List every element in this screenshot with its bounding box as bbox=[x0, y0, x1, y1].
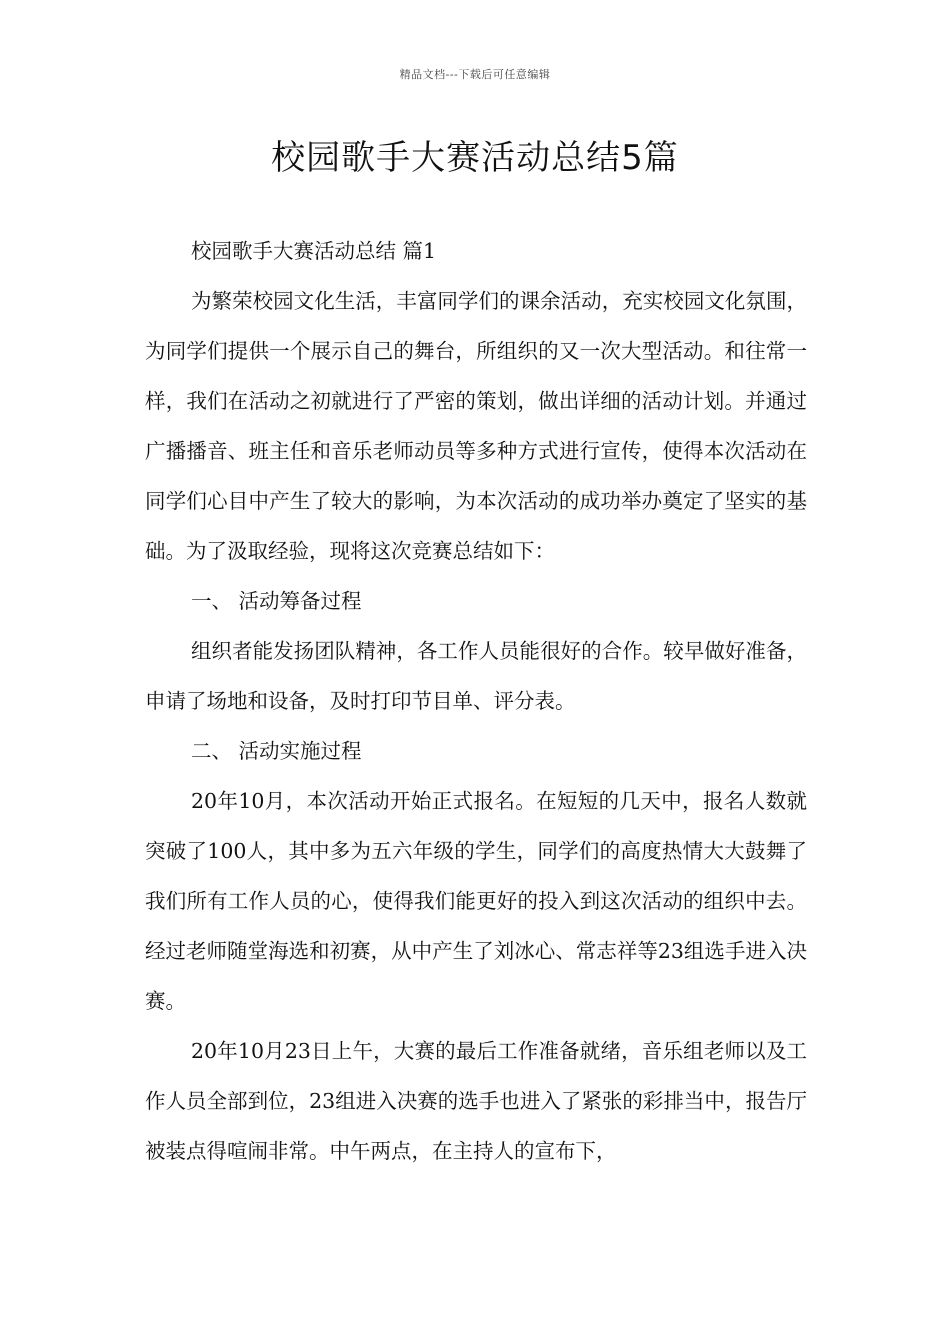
section-heading: 二、 活动实施过程 bbox=[191, 739, 362, 763]
document-title: 校园歌手大赛活动总结5篇 bbox=[271, 138, 679, 178]
section-heading: 校园歌手大赛活动总结 篇1 bbox=[191, 239, 437, 263]
document-body bbox=[145, 226, 807, 1176]
paragraph: 组织者能发扬团队精神，各工作人员能很好的合作。较早做好准备，申请了场地和设备，及时打印节目单、评分表。 bbox=[145, 639, 807, 713]
header-watermark: 精品文档---下载后可任意编辑 bbox=[399, 68, 551, 81]
paragraph: 20年10月，本次活动开始正式报名。在短短的几天中，报名人数就突破了100人，其中多为五六年级的学生，同学们的高度热情大大鼓舞了我们所有工作人员的心，使得我们能更好的投入到这次活动的组织中去。经过老师随堂海选和初赛，从中产生了刘冰心、常志祥等23组选手进入决赛。 bbox=[145, 789, 807, 1013]
paragraph: 为繁荣校园文化生活，丰富同学们的课余活动，充实校园文化氛围，为同学们提供一个展示自己的舞台，所组织的又一次大型活动。和往常一样，我们在活动之初就进行了严密的策划，做出详细的活动计划。并通过广播播音、班主任和音乐老师动员等多种方式进行宣传，使得本次活动在同学们心目中产生了较大的影响，为本次活动的成功举办奠定了坚实的基础。为了汲取经验，现将这次竞赛总结如下： bbox=[145, 289, 807, 563]
section-heading: 一、 活动筹备过程 bbox=[191, 589, 362, 613]
paragraph: 20年10月23日上午，大赛的最后工作准备就绪，音乐组老师以及工作人员全部到位，23组进入决赛的选手也进入了紧张的彩排当中，报告厅被装点得喧闹非常。中午两点，在主持人的宣布下， bbox=[145, 1039, 807, 1163]
